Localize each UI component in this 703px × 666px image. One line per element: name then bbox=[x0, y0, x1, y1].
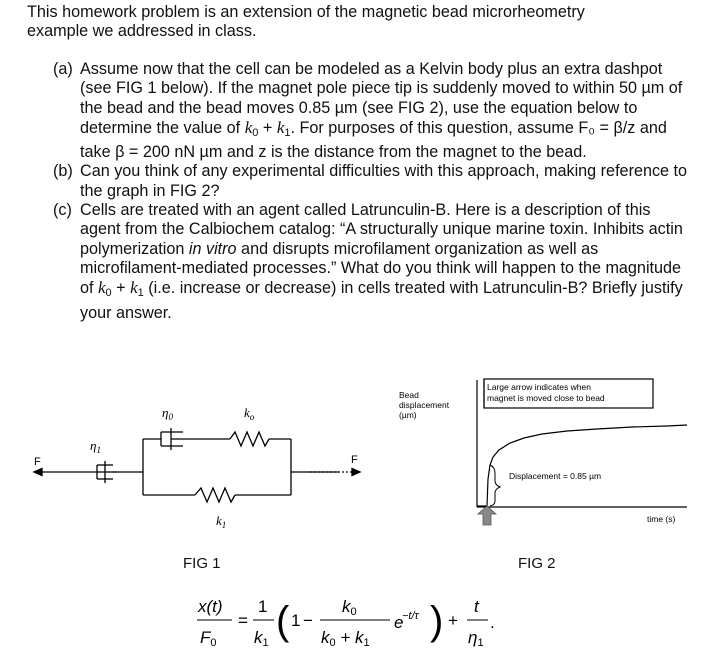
spring-k0 bbox=[230, 432, 269, 446]
fig1-diagram bbox=[20, 395, 390, 545]
eq-k0-plus-k1: k0 + k1 bbox=[321, 628, 370, 649]
eq-one-2: 1 bbox=[291, 611, 301, 630]
k0-symbol: k bbox=[244, 117, 253, 137]
intro-paragraph bbox=[27, 3, 585, 41]
question-c-label: (c) bbox=[53, 201, 72, 220]
eq-k1: k1 bbox=[254, 628, 269, 649]
fig2-plot bbox=[392, 375, 692, 535]
k1-symbol: k bbox=[276, 117, 285, 137]
displacement-label: Displacement = 0.85 µm bbox=[509, 471, 602, 481]
eq-plus: + bbox=[448, 611, 458, 630]
k1-label: $k_1$ bbox=[216, 513, 227, 530]
question-a-text-2: . For purposes of this question, assume F₀ = β/z and take β = 200 nN µm and z is the distance from the magnet to the bead. bbox=[80, 118, 667, 162]
k1-symbol: k bbox=[130, 278, 138, 298]
plus-sign: + bbox=[111, 279, 131, 298]
displacement-curve bbox=[477, 425, 687, 506]
k0-label: $k_o$ bbox=[244, 405, 255, 422]
question-c-text-1: Cells are treated with an agent called Latrunculin-B. Here is a description of this agent from the Calbiochem catalog: “A structurally unique marine toxin. Inhibits actin polymerization bbox=[80, 201, 683, 258]
k0-subscript: 0 bbox=[252, 126, 259, 139]
svg-text:): ) bbox=[430, 599, 444, 643]
svg-text:(: ( bbox=[276, 599, 290, 643]
question-c-italic: in vitro bbox=[188, 239, 237, 258]
eq-exp-base: e bbox=[394, 613, 404, 632]
ylabel-line1: Bead bbox=[399, 390, 419, 400]
force-left-label: F bbox=[34, 456, 41, 468]
k1-subscript: 1 bbox=[284, 126, 291, 139]
question-a-text: Assume now that the cell can be modeled as a Kelvin body plus an extra dashpot (see FIG 1 below). If the magnet pole piece tip is suddenly moved to within 50 µm of the bead and the bead moves 0.85 µm (see FIG 2), use the equation below to determine the value of bbox=[80, 60, 683, 137]
question-b-text: Can you think of any experimental difficulties with this approach, making reference to the graph in FIG 2? bbox=[80, 162, 688, 200]
force-right-label: F bbox=[351, 454, 358, 466]
question-a bbox=[53, 60, 693, 162]
k0-symbol: k bbox=[98, 278, 106, 298]
equation bbox=[190, 588, 620, 663]
fig1-caption: FIG 1 bbox=[183, 555, 221, 572]
left-arrow-icon bbox=[34, 469, 42, 476]
eta0-label: $\eta_0$ bbox=[162, 405, 173, 422]
magnet-arrow-icon bbox=[478, 506, 496, 525]
intro-line-1: This homework problem is an extension of the magnetic bead microrheometry bbox=[27, 3, 585, 21]
k0-subscript: 0 bbox=[105, 287, 112, 300]
eq-one: 1 bbox=[258, 597, 268, 616]
question-b bbox=[53, 162, 693, 201]
eq-eta1: η1 bbox=[468, 628, 484, 649]
svg-text:=: = bbox=[238, 611, 248, 630]
k1-subscript: 1 bbox=[137, 287, 144, 300]
eq-exponent: −t/τ bbox=[402, 610, 419, 622]
annotation-line2: magnet is moved close to bead bbox=[487, 393, 605, 403]
eq-period: . bbox=[490, 613, 495, 632]
eq-t: t bbox=[474, 597, 479, 616]
plus-sign: + bbox=[258, 118, 277, 137]
displacement-bracket bbox=[490, 465, 500, 506]
eq-k0: k0 bbox=[342, 597, 357, 618]
eq-minus: − bbox=[303, 611, 313, 630]
ylabel-line2: displacement bbox=[399, 400, 450, 410]
spring-k1 bbox=[195, 488, 235, 502]
eq-numerator-xt: x(t) bbox=[198, 597, 223, 616]
ylabel-line3: (µm) bbox=[399, 410, 417, 420]
xlabel: time (s) bbox=[647, 514, 676, 524]
question-c-text-2: and disrupts microfilament organization as well as microfilament-mediated processes.” What do you think will happen to the magnitude of bbox=[80, 239, 682, 298]
right-arrow-icon bbox=[352, 469, 360, 476]
intro-line-2: example we addressed in class. bbox=[27, 22, 257, 40]
question-c bbox=[53, 201, 693, 323]
question-list bbox=[53, 60, 693, 323]
annotation-line1: Large arrow indicates when bbox=[487, 382, 591, 392]
question-a-label: (a) bbox=[53, 60, 73, 78]
eq-denominator-F0: F0 bbox=[200, 628, 217, 649]
fig2-caption: FIG 2 bbox=[518, 555, 556, 572]
eta1-label: $\eta_1$ bbox=[90, 438, 101, 455]
question-b-label: (b) bbox=[53, 162, 73, 181]
question-c-text-3: (i.e. increase or decrease) in cells treated with Latrunculin-B? Briefly justify your answer. bbox=[80, 279, 683, 322]
